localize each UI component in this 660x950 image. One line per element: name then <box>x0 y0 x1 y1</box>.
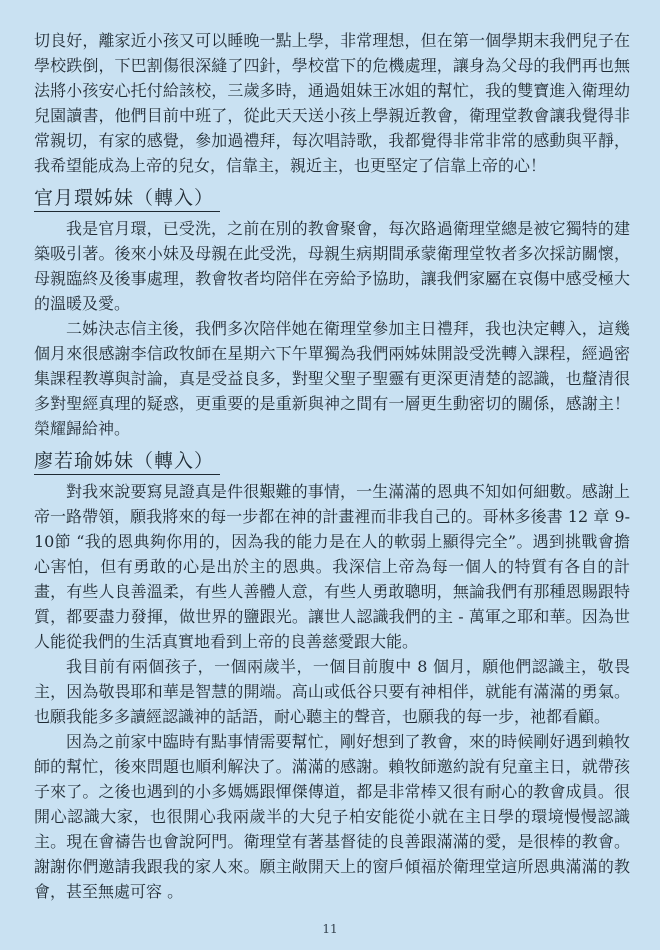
intro-paragraph: 切良好，離家近小孩又可以睡晚一點上學，非常理想，但在第一個學期末我們兒子在學校跌倒，下巴割傷很深縫了四針，學校當下的危機處理，讓身為父母的我們再也無法將小孩安心托付給該校，三歲多時，通過姐妹王冰姐的幫忙，我的雙寶進入衛理幼兒園讀書，他們目前中班了，從此天天送小孩上學親近教會，衛理堂教會讓我覺得非常親切，有家的感覺，參加過禮拜，每次唱詩歌，我都覺得非常非常的感動與平靜，我希望能成為上帝的兒女，信靠主，親近主，也更堅定了信靠上帝的心！ <box>34 31 630 175</box>
section-heading-liao: 廖若瑜姊妹（轉入） <box>34 449 220 475</box>
testimony-paragraph: 因為之前家中臨時有點事情需要幫忙，剛好想到了教會，來的時候剛好遇到賴牧師的幫忙，後來問題也順利解決了。滿滿的感謝。賴牧師邀約說有兒童主日，就帶孩子來了。之後也遇到的小多媽媽跟惲傑傳道，都是非常棒又很有耐心的教會成員。很開心認識大家，也很開心我兩歲半的大兒子柏安能從小就在主日學的環境慢慢認識主。現在會禱告也會說阿門。衛理堂有著基督徒的良善跟滿滿的愛，是很棒的教會。謝謝你們邀請我跟我的家人來。願主敞開天上的窗戶傾福於衛理堂這所恩典滿滿的教會，甚至無處可容 。 <box>34 732 630 901</box>
testimony-paragraph: 我是官月環，已受洗，之前在別的教會聚會，每次路過衛理堂總是被它獨特的建築吸引著。後來小妹及母親在此受洗，母親生病期間承蒙衛理堂牧者多次採訪關懷，母親臨終及後事處理，教會牧者均陪伴在旁給予協助，讓我們家屬在哀傷中感受極大的溫暖及愛。 <box>34 219 630 313</box>
testimony-paragraph: 二姊決志信主後，我們多次陪伴她在衛理堂參加主日禮拜，我也決定轉入，這幾個月來很感謝李信政牧師在星期六下午單獨為我們兩姊妹開設受洗轉入課程，經過密集課程教導與討論，真是受益良多，對聖父聖子聖靈有更深更清楚的認識，也釐清很多對聖經真理的疑惑，更重要的是重新與神之間有一層更生動密切的關係，感謝主！榮耀歸給神。 <box>34 319 630 438</box>
testimony-paragraph: 我目前有兩個孩子，一個兩歲半，一個目前腹中 8 個月，願他們認識主，敬畏主，因為敬畏耶和華是智慧的開端。高山或低谷只要有神相伴，就能有滿滿的勇氣。也願我能多多讀經認識神的話語，耐心聽主的聲音，也願我的每一步，祂都看顧。 <box>34 657 630 726</box>
section-heading-guan: 官月環姊妹（轉入） <box>34 186 220 212</box>
testimony-paragraph: 對我來說要寫見證真是件很艱難的事情，一生滿滿的恩典不知如何細數。感謝上帝一路帶領，願我將來的每一步都在神的計畫裡而非我自己的。哥林多後書 12 章 9-10節 “我的恩典夠你用的，因為我的能力是在人的軟弱上顯得完全”。遇到挑戰會擔心害怕，但有勇敢的心是出於主的恩典。我深信上帝為每一個人的特質有各自的計畫，有些人良善溫柔，有些人善體人意，有些人勇敢聰明，無論我們有那種恩賜跟特質，都要盡力發揮，做世界的鹽跟光。讓世人認識我們的主 - 萬軍之耶和華。因為世人能從我們的生活真實地看到上帝的良善慈愛跟大能。 <box>34 482 630 651</box>
page-number: 11 <box>322 922 338 936</box>
